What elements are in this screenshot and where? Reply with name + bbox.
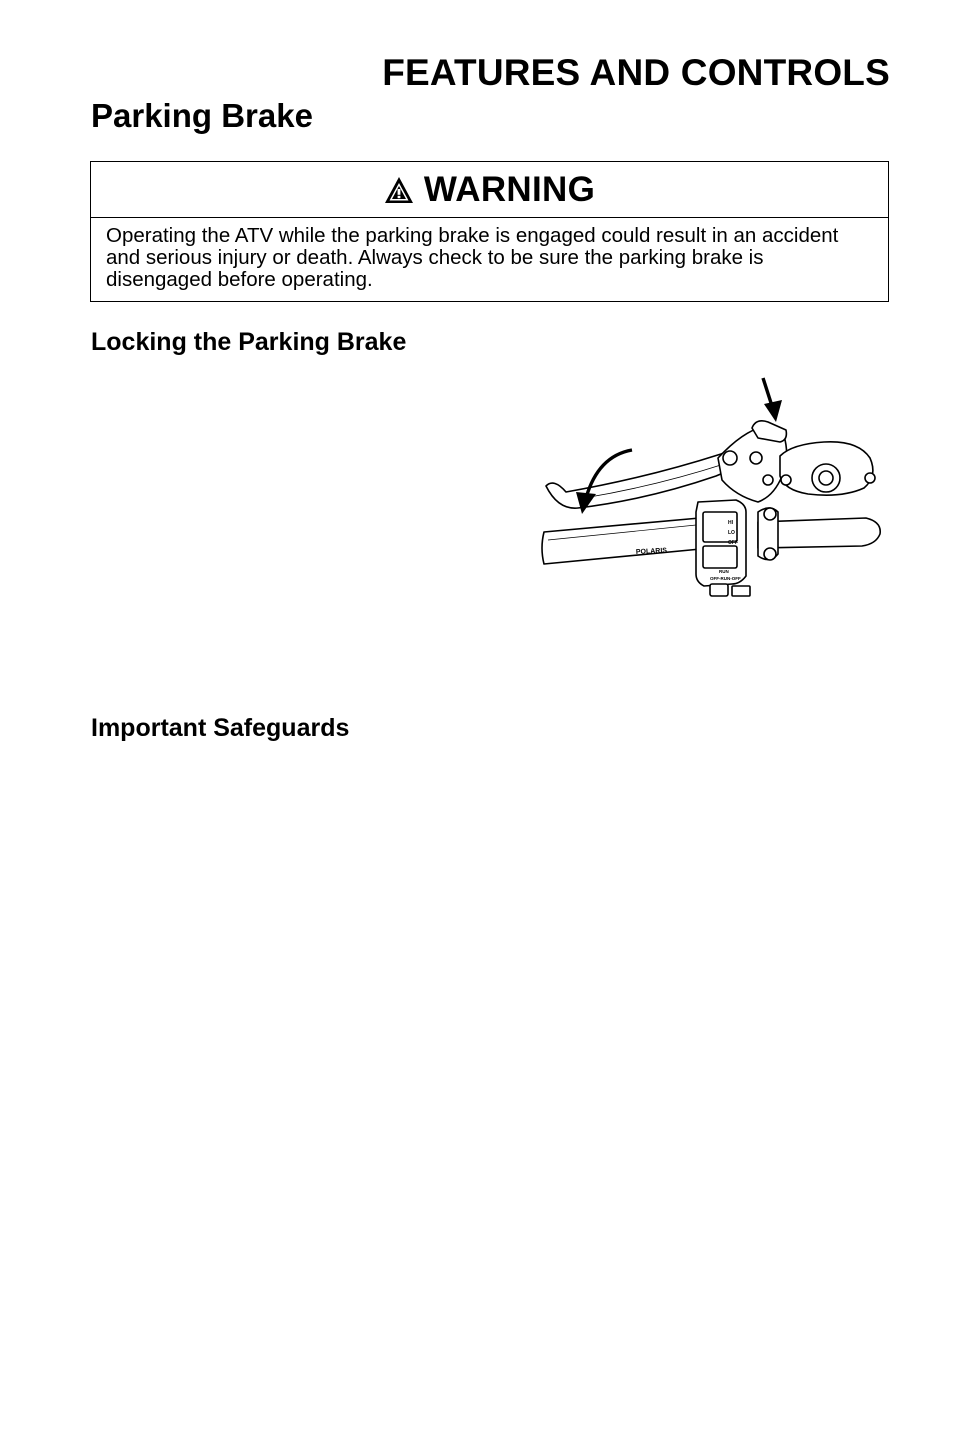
- switch-label-off-run-off: OFF-RUN-OFF: [710, 576, 741, 581]
- switch-label-off: OFF: [728, 540, 738, 546]
- warning-triangle-icon: [384, 176, 414, 204]
- switch-label-hi: HI: [728, 520, 733, 526]
- switch-label-lo: LO: [728, 530, 735, 536]
- warning-label: WARNING: [423, 169, 596, 209]
- important-safeguards-heading: Important Safeguards: [91, 714, 350, 742]
- section-title: Parking Brake: [91, 97, 313, 134]
- grip-brand-text: POLARIS: [635, 547, 668, 556]
- brake-lever-illustration: [536, 372, 888, 604]
- warning-box: [90, 161, 889, 302]
- down-arrow-head-icon: [764, 400, 782, 422]
- brake-lever-drawing: [536, 372, 888, 604]
- locking-parking-brake-heading: Locking the Parking Brake: [91, 328, 407, 356]
- down-arrow-icon: [763, 378, 772, 406]
- warning-text: Operating the ATV while the parking brake is engaged could result in an accident and serious injury or death. Always check to be sure the parking brake is disengaged before operating.: [106, 224, 839, 291]
- switch-label-run: RUN: [719, 569, 729, 574]
- chapter-title: FEATURES AND CONTROLS: [382, 52, 890, 93]
- handlebar-grip: [542, 517, 711, 564]
- warning-header: [91, 162, 888, 218]
